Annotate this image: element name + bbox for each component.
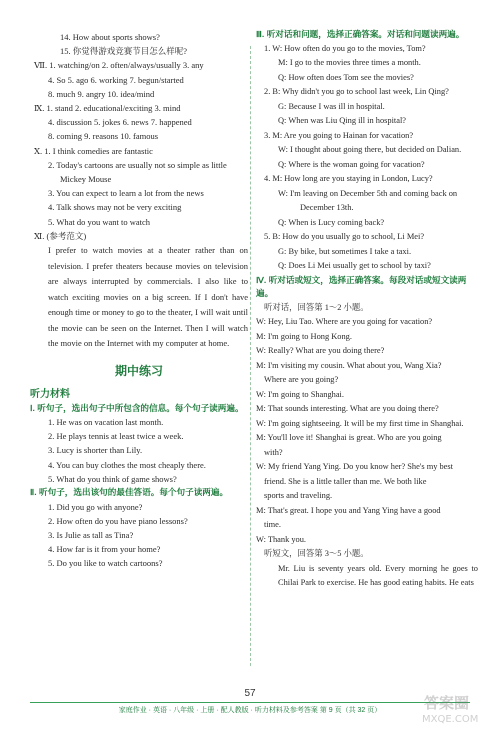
list-item: 5. Do you like to watch cartoons? (48, 558, 163, 569)
dialogue-line: G: By bike, but sometimes I take a taxi. (278, 246, 412, 256)
dialogue-line: W: Thank you. (256, 534, 307, 544)
dialogue-line: W: Hey, Liu Tao. Where are you going for vacation? (256, 317, 433, 326)
dialogue-line: 2. B: Why didn't you go to school last week, Lin Qing? (264, 87, 449, 96)
left-column (30, 30, 248, 571)
answer-line: 8. coming 9. reasons 10. famous (48, 131, 159, 142)
watermark-url: MXQE.COM (422, 714, 479, 725)
dialogue-line: W: My friend Yang Ying. Do you know her? She's my best (256, 462, 453, 471)
part2-heading: Ⅱ. 听句子，选出该句的最佳答语。每个句子读两遍。 (30, 487, 229, 498)
dialogue-line: M: You'll love it! Shanghai is great. Who are you going (256, 433, 442, 442)
dialogue-line: W: I thought about going there, but decided on Dalian. (278, 145, 462, 154)
list-item: 5. What do you think of game shows? (48, 473, 177, 484)
answer-line: 8. much 9. angry 10. idea/mind (48, 88, 155, 99)
dialogue-line: 1. W: How often do you go to the movies, Tom? (264, 43, 426, 53)
sample-essay: I prefer to watch movies at a theater rather than on television. I prefer theaters because movies on television are always interrupted by commercials. I also like to watch exciting movies on a big screen. If I don't have enough time or money to go to the theater, I will wait until the movie can be seen on the Internet. Then I will watch the movie on the Internet with my computer at home. (48, 245, 248, 349)
dialogue-line: W: Really? What are you doing there? (256, 346, 385, 355)
dialogue-line: Where are you going? (264, 375, 339, 384)
dialogue-line: M: I'm visiting my cousin. What about you, Wang Xia? (256, 360, 442, 370)
dialogue-line: with? (264, 447, 283, 457)
list-item: 1. He was on vacation last month. (48, 417, 164, 428)
list-item: 1. Did you go with anyone? (48, 501, 143, 512)
list-item: 3. Is Julie as tall as Tina? (48, 529, 134, 540)
list-item: 3. Lucy is shorter than Lily. (48, 445, 143, 456)
dialogue-line: sports and traveling. (264, 491, 333, 500)
dialogue-line: M: I'm going to Hong Kong. (256, 331, 352, 341)
dialogue-line: 3. M: Are you going to Hainan for vacation? (264, 130, 414, 140)
answer-line: Ⅶ. 1. watching/on 2. often/always/usually 3. any (34, 60, 204, 71)
list-item: 2. How often do you have piano lessons? (48, 515, 188, 526)
list-item: 4. You can buy clothes the most cheaply there. (48, 459, 206, 470)
answer-line: Mickey Mouse (60, 174, 112, 185)
dialogue-line: 5. B: How do you usually go to school, Li Mei? (264, 232, 425, 241)
answer-line: Ⅸ. 1. stand 2. educational/exciting 3. mind (34, 103, 181, 114)
part4-dialogues (256, 301, 478, 562)
midterm-title: 期中练习 (114, 363, 163, 378)
list-item: 4. How far is it from your home? (48, 544, 161, 555)
dialogue-line: time. (264, 520, 281, 529)
dialogue-line: Q: When is Lucy coming back? (278, 217, 385, 227)
text-line: 15. 你觉得游戏竞赛节目怎么样呢? (60, 46, 188, 57)
list-item: 2. He plays tennis at least twice a week. (48, 431, 184, 442)
part1-heading: Ⅰ. 听句子，选出句子中所包含的信息。每个句子读两遍。 (30, 402, 244, 413)
answer-line: 2. Today's cartoons are usually not so simple as little (48, 159, 227, 170)
right-column (256, 28, 478, 591)
answer-line: 5. What do you want to watch (48, 216, 151, 227)
dialogue-line: Q: When was Liu Qing ill in hospital? (278, 116, 407, 125)
answer-line: 4. Talk shows may not be very exciting (48, 202, 182, 213)
part3-heading: Ⅲ. 听对话和问题，选择正确答案。对话和问题读两遍。 (256, 29, 465, 39)
dialogue-line: Q: Does Li Mei usually get to school by taxi? (278, 261, 431, 270)
part3-dialogues (256, 42, 478, 274)
dialogue-line: December 13th. (300, 203, 354, 212)
dialogue-line: W: I'm leaving on December 5th and coming back on (278, 188, 458, 198)
dialogue-line: W: I'm going to Shanghai. (256, 389, 344, 399)
page-number: 57 (244, 688, 256, 699)
watermark-text: 答案圈 (424, 694, 470, 712)
watermark-logo (414, 688, 494, 728)
answer-line: 3. You can expect to learn a lot from the news (48, 188, 204, 199)
dialogue-line: 4. M: How long are you staying in London, Lucy? (264, 174, 433, 183)
answer-line: Ⅹ. 1. I think comedies are fantastic (34, 145, 153, 156)
dialogue-line: W: I'm going sightseeing. It will be my first time in Shanghai. (256, 418, 464, 428)
dialogue-line: M: That sounds interesting. What are you doing there? (256, 404, 439, 413)
dialogue-line: M: That's great. I hope you and Yang Ying have a good (256, 505, 441, 515)
answer-line: 4. discussion 5. jokes 6. news 7. happened (48, 117, 192, 128)
passage-text: Mr. Liu is seventy years old. Every morning he goes to Chilai Park to exercise. He has good eating habits. He eats (278, 563, 478, 587)
dialogue-line: M: I go to the movies three times a month. (278, 58, 421, 67)
listening-title: 听力材料 (30, 388, 70, 400)
part4-heading: Ⅳ. 听对话或短文，选择正确答案。每段对话或短文读两遍。 (256, 274, 467, 298)
page-footer: 家庭作业 · 英语 · 八年级 · 上册 · 配人教版 · 听力材料及参考答案 第 9 页（共 32 页） (30, 702, 470, 715)
dialogue-line: Q: Where is the woman going for vacation? (278, 159, 425, 169)
dialogue-line: Q: How often does Tom see the movies? (278, 72, 414, 82)
dialogue-line: G: Because I was ill in hospital. (278, 101, 385, 111)
column-divider (250, 46, 251, 666)
answer-line: 4. So 5. ago 6. working 7. begun/started (48, 74, 184, 85)
dialogue-line: friend. She is a little taller than me. We both like (264, 476, 427, 486)
dialogue-line: 听对话，回答第 1～2 小题。 (264, 302, 369, 312)
dialogue-line: 听短文，回答第 3～5 小题。 (264, 549, 369, 558)
section-heading: Ⅺ. (参考范文) (34, 230, 87, 241)
text-line: 14. How about sports shows? (60, 32, 160, 42)
